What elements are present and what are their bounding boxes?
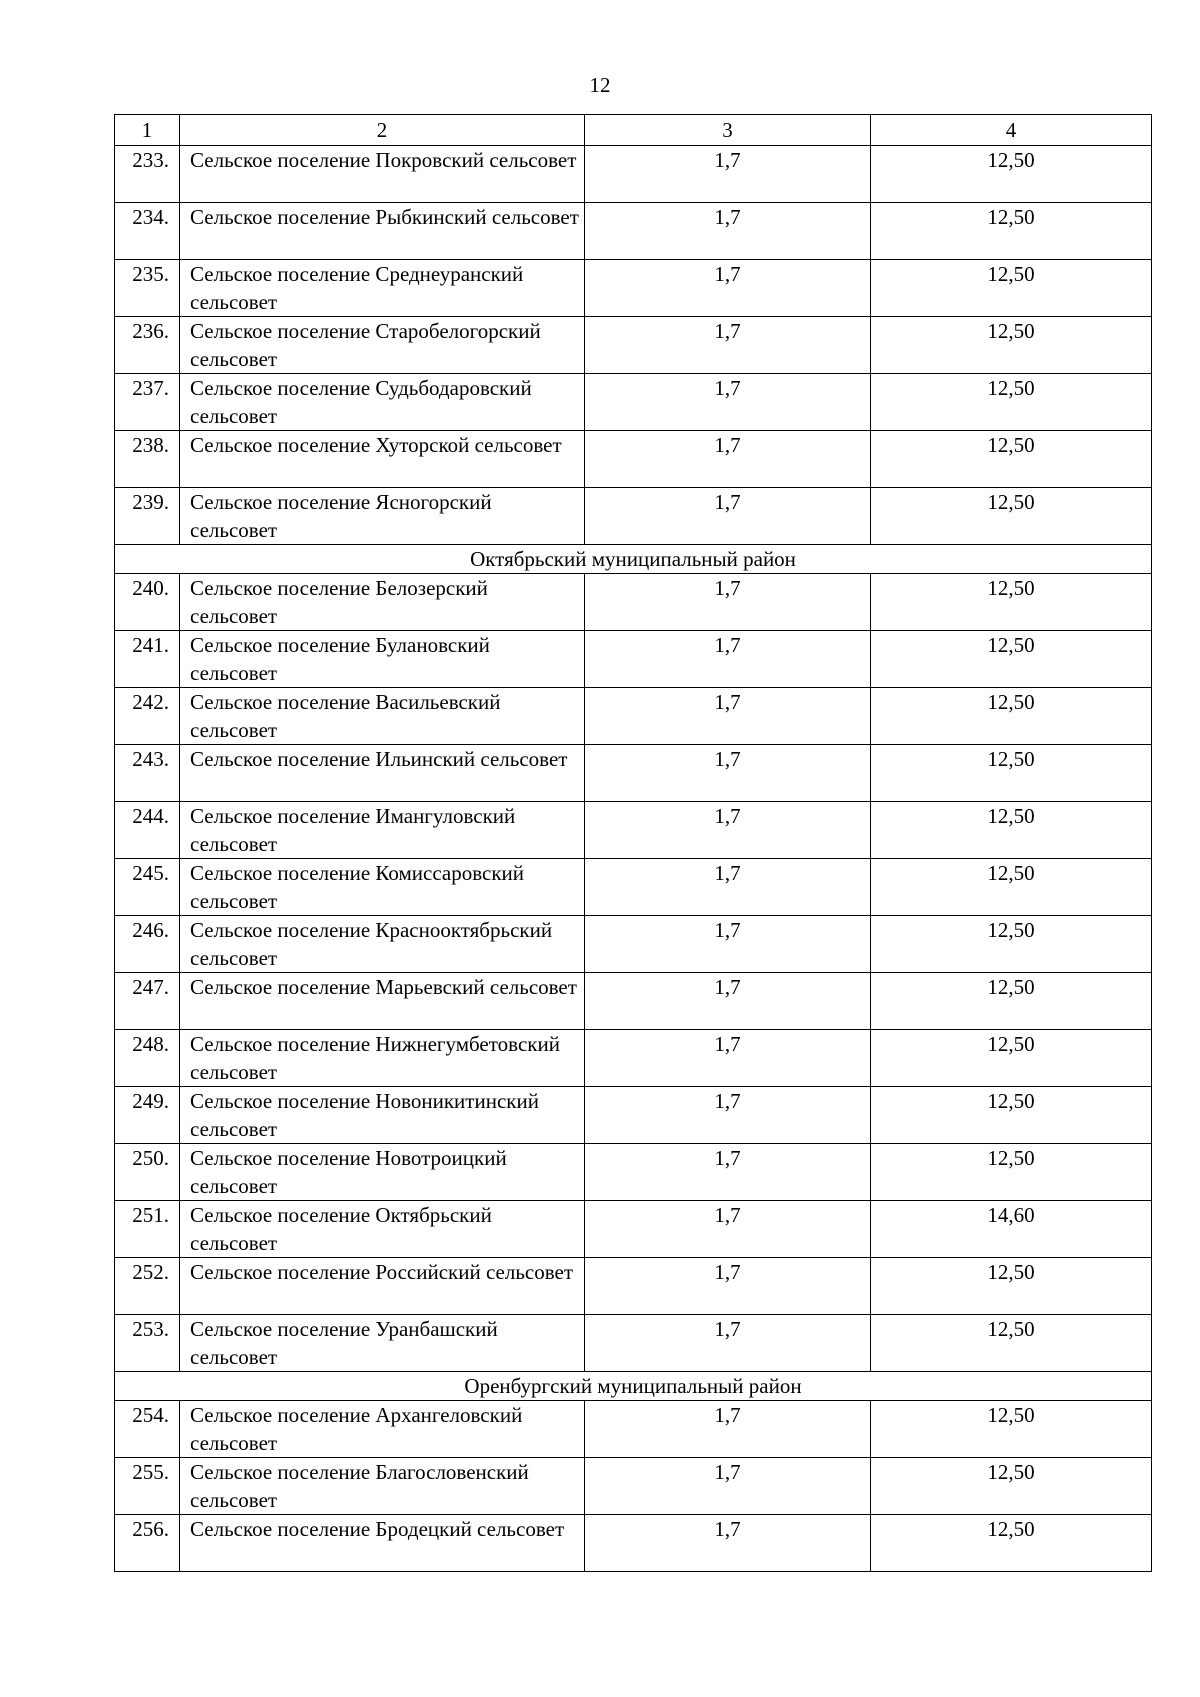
column-4-value-cell: 14,60 bbox=[871, 1201, 1152, 1258]
column-header-1: 1 bbox=[115, 115, 180, 146]
column-3-value-cell: 1,7 bbox=[585, 431, 871, 488]
settlement-name-cell: Сельское поселение Новотроицкий сельсовет bbox=[180, 1144, 585, 1201]
table-row bbox=[115, 916, 1152, 973]
column-4-value-cell: 12,50 bbox=[871, 1458, 1152, 1515]
row-number-cell: 238. bbox=[115, 431, 180, 488]
row-number-cell: 256. bbox=[115, 1515, 180, 1572]
column-3-value-cell: 1,7 bbox=[585, 631, 871, 688]
row-number-cell: 235. bbox=[115, 260, 180, 317]
table-body bbox=[115, 115, 1152, 1572]
column-3-value-cell: 1,7 bbox=[585, 1458, 871, 1515]
column-3-value-cell: 1,7 bbox=[585, 488, 871, 545]
column-3-value-cell: 1,7 bbox=[585, 260, 871, 317]
column-4-value-cell: 12,50 bbox=[871, 745, 1152, 802]
row-number-cell: 240. bbox=[115, 574, 180, 631]
row-number-cell: 250. bbox=[115, 1144, 180, 1201]
table-row bbox=[115, 802, 1152, 859]
column-4-value-cell: 12,50 bbox=[871, 1315, 1152, 1372]
column-3-value-cell: 1,7 bbox=[585, 745, 871, 802]
settlement-name-cell: Сельское поселение Имангуловский сельсовет bbox=[180, 802, 585, 859]
column-4-value-cell: 12,50 bbox=[871, 1144, 1152, 1201]
section-header-row bbox=[115, 545, 1152, 574]
column-header-3: 3 bbox=[585, 115, 871, 146]
row-number-cell: 241. bbox=[115, 631, 180, 688]
row-number-cell: 253. bbox=[115, 1315, 180, 1372]
table-header-row bbox=[115, 115, 1152, 146]
column-3-value-cell: 1,7 bbox=[585, 973, 871, 1030]
column-4-value-cell: 12,50 bbox=[871, 260, 1152, 317]
table-row bbox=[115, 631, 1152, 688]
column-3-value-cell: 1,7 bbox=[585, 688, 871, 745]
settlement-name-cell: Сельское поселение Рыбкинский сельсовет bbox=[180, 203, 585, 260]
column-3-value-cell: 1,7 bbox=[585, 802, 871, 859]
row-number-cell: 243. bbox=[115, 745, 180, 802]
settlement-name-cell: Сельское поселение Бродецкий сельсовет bbox=[180, 1515, 585, 1572]
table-row bbox=[115, 859, 1152, 916]
column-4-value-cell: 12,50 bbox=[871, 916, 1152, 973]
column-4-value-cell: 12,50 bbox=[871, 802, 1152, 859]
row-number-cell: 239. bbox=[115, 488, 180, 545]
settlement-name-cell: Сельское поселение Ясногорский сельсовет bbox=[180, 488, 585, 545]
table-row bbox=[115, 1087, 1152, 1144]
row-number-cell: 234. bbox=[115, 203, 180, 260]
row-number-cell: 247. bbox=[115, 973, 180, 1030]
table-row bbox=[115, 260, 1152, 317]
settlement-name-cell: Сельское поселение Старобелогорский сельсовет bbox=[180, 317, 585, 374]
settlement-name-cell: Сельское поселение Марьевский сельсовет bbox=[180, 973, 585, 1030]
settlements-table bbox=[114, 114, 1152, 1572]
column-header-2: 2 bbox=[180, 115, 585, 146]
column-4-value-cell: 12,50 bbox=[871, 203, 1152, 260]
row-number-cell: 236. bbox=[115, 317, 180, 374]
column-3-value-cell: 1,7 bbox=[585, 1201, 871, 1258]
column-3-value-cell: 1,7 bbox=[585, 1515, 871, 1572]
table-row bbox=[115, 1515, 1152, 1572]
column-3-value-cell: 1,7 bbox=[585, 1087, 871, 1144]
column-4-value-cell: 12,50 bbox=[871, 374, 1152, 431]
settlement-name-cell: Сельское поселение Хуторской сельсовет bbox=[180, 431, 585, 488]
settlement-name-cell: Сельское поселение Покровский сельсовет bbox=[180, 146, 585, 203]
column-3-value-cell: 1,7 bbox=[585, 916, 871, 973]
table-row bbox=[115, 1258, 1152, 1315]
table-row bbox=[115, 1458, 1152, 1515]
row-number-cell: 242. bbox=[115, 688, 180, 745]
table-row bbox=[115, 1030, 1152, 1087]
column-4-value-cell: 12,50 bbox=[871, 1030, 1152, 1087]
table-row bbox=[115, 1315, 1152, 1372]
settlement-name-cell: Сельское поселение Белозерский сельсовет bbox=[180, 574, 585, 631]
column-4-value-cell: 12,50 bbox=[871, 1401, 1152, 1458]
table-row bbox=[115, 146, 1152, 203]
row-number-cell: 246. bbox=[115, 916, 180, 973]
row-number-cell: 255. bbox=[115, 1458, 180, 1515]
table-row bbox=[115, 688, 1152, 745]
row-number-cell: 249. bbox=[115, 1087, 180, 1144]
row-number-cell: 252. bbox=[115, 1258, 180, 1315]
settlement-name-cell: Сельское поселение Ильинский сельсовет bbox=[180, 745, 585, 802]
column-header-4: 4 bbox=[871, 115, 1152, 146]
column-4-value-cell: 12,50 bbox=[871, 488, 1152, 545]
settlement-name-cell: Сельское поселение Судьбодаровский сельсовет bbox=[180, 374, 585, 431]
table-row bbox=[115, 1144, 1152, 1201]
row-number-cell: 254. bbox=[115, 1401, 180, 1458]
column-3-value-cell: 1,7 bbox=[585, 1401, 871, 1458]
column-3-value-cell: 1,7 bbox=[585, 1315, 871, 1372]
row-number-cell: 251. bbox=[115, 1201, 180, 1258]
column-4-value-cell: 12,50 bbox=[871, 574, 1152, 631]
table-row bbox=[115, 1201, 1152, 1258]
column-3-value-cell: 1,7 bbox=[585, 203, 871, 260]
column-4-value-cell: 12,50 bbox=[871, 973, 1152, 1030]
column-4-value-cell: 12,50 bbox=[871, 688, 1152, 745]
settlement-name-cell: Сельское поселение Среднеуранский сельсовет bbox=[180, 260, 585, 317]
settlement-name-cell: Сельское поселение Октябрьский сельсовет bbox=[180, 1201, 585, 1258]
table-row bbox=[115, 431, 1152, 488]
row-number-cell: 233. bbox=[115, 146, 180, 203]
column-3-value-cell: 1,7 bbox=[585, 374, 871, 431]
column-3-value-cell: 1,7 bbox=[585, 1144, 871, 1201]
table-row bbox=[115, 317, 1152, 374]
column-4-value-cell: 12,50 bbox=[871, 631, 1152, 688]
column-4-value-cell: 12,50 bbox=[871, 431, 1152, 488]
table-row bbox=[115, 574, 1152, 631]
table-row bbox=[115, 374, 1152, 431]
section-title: Оренбургский муниципальный район bbox=[115, 1372, 1152, 1401]
settlement-name-cell: Сельское поселение Булановский сельсовет bbox=[180, 631, 585, 688]
row-number-cell: 245. bbox=[115, 859, 180, 916]
column-4-value-cell: 12,50 bbox=[871, 146, 1152, 203]
table-row bbox=[115, 745, 1152, 802]
settlement-name-cell: Сельское поселение Краснооктябрьский сельсовет bbox=[180, 916, 585, 973]
row-number-cell: 248. bbox=[115, 1030, 180, 1087]
settlement-name-cell: Сельское поселение Российский сельсовет bbox=[180, 1258, 585, 1315]
table-row bbox=[115, 488, 1152, 545]
table-row bbox=[115, 1401, 1152, 1458]
column-3-value-cell: 1,7 bbox=[585, 1258, 871, 1315]
settlement-name-cell: Сельское поселение Новоникитинский сельсовет bbox=[180, 1087, 585, 1144]
column-3-value-cell: 1,7 bbox=[585, 574, 871, 631]
section-header-row bbox=[115, 1372, 1152, 1401]
settlement-name-cell: Сельское поселение Уранбашский сельсовет bbox=[180, 1315, 585, 1372]
table-row bbox=[115, 203, 1152, 260]
column-4-value-cell: 12,50 bbox=[871, 859, 1152, 916]
settlement-name-cell: Сельское поселение Васильевский сельсовет bbox=[180, 688, 585, 745]
page-number: 12 bbox=[589, 73, 611, 97]
section-title: Октябрьский муниципальный район bbox=[115, 545, 1152, 574]
column-3-value-cell: 1,7 bbox=[585, 859, 871, 916]
settlement-name-cell: Сельское поселение Архангеловский сельсовет bbox=[180, 1401, 585, 1458]
column-4-value-cell: 12,50 bbox=[871, 1087, 1152, 1144]
column-4-value-cell: 12,50 bbox=[871, 1515, 1152, 1572]
settlement-name-cell: Сельское поселение Нижнегумбетовский сельсовет bbox=[180, 1030, 585, 1087]
settlement-name-cell: Сельское поселение Благословенский сельсовет bbox=[180, 1458, 585, 1515]
table-row bbox=[115, 973, 1152, 1030]
column-4-value-cell: 12,50 bbox=[871, 1258, 1152, 1315]
settlement-name-cell: Сельское поселение Комиссаровский сельсовет bbox=[180, 859, 585, 916]
column-3-value-cell: 1,7 bbox=[585, 1030, 871, 1087]
column-3-value-cell: 1,7 bbox=[585, 317, 871, 374]
row-number-cell: 237. bbox=[115, 374, 180, 431]
row-number-cell: 244. bbox=[115, 802, 180, 859]
column-3-value-cell: 1,7 bbox=[585, 146, 871, 203]
column-4-value-cell: 12,50 bbox=[871, 317, 1152, 374]
